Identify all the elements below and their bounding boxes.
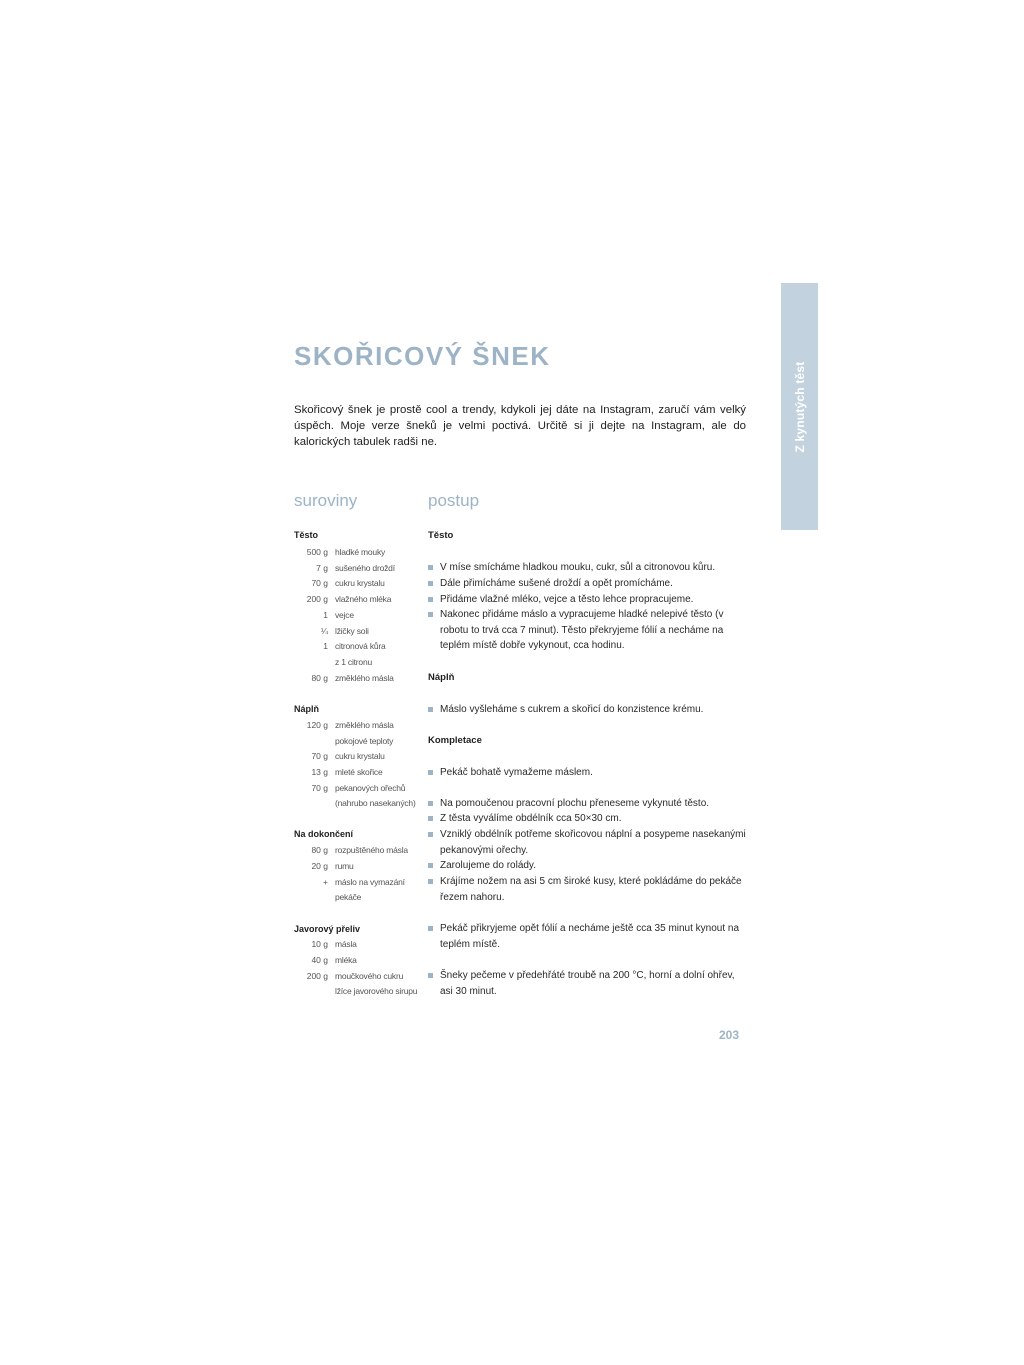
square-bullet-icon [428, 926, 433, 931]
method-step-text: Na pomoučenou pracovní plochu přeneseme vykynuté těsto. [440, 798, 710, 809]
method-step [428, 874, 746, 905]
ingredient-name: pekanových ořechů [335, 783, 406, 793]
method-step [428, 921, 746, 952]
ingredient-qty: 1 [323, 641, 328, 651]
method-step-heading: Těsto [428, 530, 454, 541]
method-step [428, 576, 746, 592]
ingredient-name: změklého másla [335, 673, 394, 683]
square-bullet-icon [428, 816, 433, 821]
ingredient-name: vlažného mléka [335, 594, 392, 604]
method-step [428, 702, 746, 718]
ingredient-name: mleté skořice [335, 767, 383, 777]
ingredient-qty: 10 g [311, 939, 328, 949]
ingredients-heading: suroviny [294, 491, 358, 510]
method-step [428, 560, 746, 576]
method-step [428, 827, 746, 858]
chapter-side-tab [781, 283, 818, 530]
square-bullet-icon [428, 565, 433, 570]
ingredient-qty: 70 g [311, 578, 328, 588]
method-step-text: Dále přimícháme sušené droždí a opět promícháme. [440, 578, 673, 589]
method-step-text: Krájíme nožem na asi 5 cm široké kusy, které pokládáme do pekáče řezem nahoru. [440, 876, 742, 903]
method-step-text: Šneky pečeme v předehřáté troubě na 200 °C, horní a dolní ohřev, asi 30 minut. [440, 970, 735, 997]
method-step-text: V míse smícháme hladkou mouku, cukr, sůl a citronovou kůru. [440, 562, 716, 573]
ingredient-group-title: Těsto [294, 530, 319, 540]
ingredient-name: pokojové teploty [335, 736, 394, 746]
ingredient-qty: 1 [323, 610, 328, 620]
ingredient-qty: 80 g [311, 845, 328, 855]
ingredient-qty: 500 g [306, 547, 328, 557]
ingredient-name: vejce [335, 610, 354, 620]
ingredient-qty: 13 g [311, 767, 328, 777]
method-step-text: Přidáme vlažné mléko, vejce a těsto lehce propracujeme. [440, 594, 694, 605]
method-step [428, 858, 746, 874]
ingredient-name: mléka [335, 955, 357, 965]
ingredient-group-title: Javorový přeliv [294, 924, 361, 934]
method-step-text: Nakonec přidáme máslo a vypracujeme hladké nelepivé těsto (v robotu to trvá cca 7 minut). Těsto překryjeme fólií a necháme na teplém místě dobře vykynout, cca hodinu. [440, 609, 724, 652]
square-bullet-icon [428, 597, 433, 602]
ingredient-name: máslo na vymazání [335, 877, 405, 887]
recipe-intro: Skořicový šnek je prostě cool a trendy, kdykoli jej dáte na Instagram, zaručí vám velký úspěch. Moje verze šneků je velmi poctivá. Určitě si ji dejte na Instagram, ale do kalorických tabulek radši ne. [294, 404, 746, 448]
ingredient-qty: 40 g [311, 955, 328, 965]
chapter-side-tab-label: Z kynutých těst [792, 360, 807, 453]
square-bullet-icon [428, 612, 433, 617]
ingredient-qty: 7 g [316, 563, 328, 573]
ingredient-name: moučkového cukru [335, 971, 404, 981]
ingredient-name: pekáče [335, 892, 362, 902]
ingredient-name: rozpuštěného másla [335, 845, 408, 855]
method-heading: postup [428, 491, 480, 510]
method-step-text: Zarolujeme do rolády. [440, 860, 536, 871]
method-step-text: Vzniklý obdélník potřeme skořicovou náplní a posypeme nasekanými pekanovými ořechy. [440, 829, 746, 856]
method-step [428, 765, 746, 781]
square-bullet-icon [428, 832, 433, 837]
page-number: 203 [719, 1028, 740, 1042]
ingredient-name: hladké mouky [335, 547, 386, 557]
method-step-text: Pekáč bohatě vymažeme máslem. [440, 767, 593, 778]
square-bullet-icon [428, 770, 433, 775]
ingredient-name: sušeného droždí [335, 563, 395, 573]
ingredient-name: z 1 citronu [335, 657, 373, 667]
ingredient-name: citronová kůra [335, 641, 386, 651]
ingredient-qty: 200 g [306, 594, 328, 604]
method-step-heading: Kompletace [428, 735, 482, 746]
method-step-heading: Náplň [428, 672, 455, 683]
square-bullet-icon [428, 801, 433, 806]
ingredient-name: lžičky soli [335, 626, 369, 636]
ingredient-qty: 120 g [306, 720, 328, 730]
ingredient-name: cukru krystalu [335, 751, 385, 761]
ingredient-qty: 200 g [306, 971, 328, 981]
ingredient-name: rumu [335, 861, 354, 871]
ingredient-name: cukru krystalu [335, 578, 385, 588]
ingredient-qty: + [323, 877, 328, 887]
ingredient-name: změklého másla [335, 720, 394, 730]
ingredient-group-title: Na dokončení [294, 829, 354, 839]
method-step-text: Máslo vyšleháme s cukrem a skořicí do konzistence krému. [440, 704, 704, 715]
method-step-text: Z těsta vyválíme obdélník cca 50×30 cm. [440, 813, 622, 824]
method-step [428, 592, 746, 608]
ingredient-qty: ¼ [320, 626, 328, 636]
recipe-title: SKOŘICOVÝ ŠNEK [294, 341, 551, 371]
square-bullet-icon [428, 581, 433, 586]
square-bullet-icon [428, 863, 433, 868]
ingredient-group-title: Náplň [294, 704, 320, 714]
ingredient-name: másla [335, 939, 357, 949]
ingredient-qty: 70 g [311, 783, 328, 793]
method-step-text: Pekáč přikryjeme opět fólií a necháme ještě cca 35 minut kynout na teplém místě. [440, 923, 740, 950]
ingredient-name: lžíce javorového sirupu [335, 986, 418, 996]
ingredient-qty: 80 g [311, 673, 328, 683]
method-step [428, 811, 746, 827]
method-step [428, 796, 746, 812]
ingredient-name: (nahrubo nasekaných) [335, 798, 416, 808]
square-bullet-icon [428, 879, 433, 884]
square-bullet-icon [428, 707, 433, 712]
ingredient-qty: 20 g [311, 861, 328, 871]
method-step [428, 607, 746, 654]
ingredient-qty: 70 g [311, 751, 328, 761]
method-step [428, 968, 746, 999]
square-bullet-icon [428, 973, 433, 978]
